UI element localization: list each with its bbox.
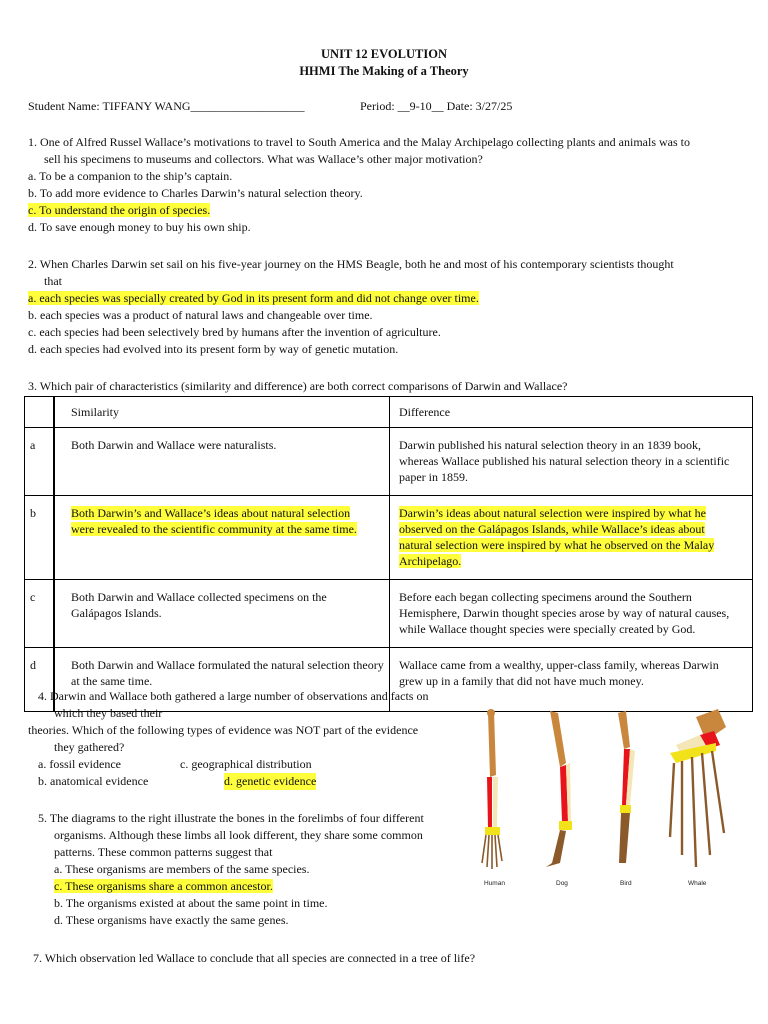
document-title: UNIT 12 EVOLUTION bbox=[321, 47, 447, 61]
question-5-option-b: b. The organisms existed at about the same point in time. bbox=[54, 896, 328, 910]
question-1-stem-cont: sell his specimens to museums and collectors. What was Wallace’s other major motivation? bbox=[44, 152, 483, 166]
comparison-table bbox=[24, 396, 753, 712]
question-1-stem: 1. One of Alfred Russel Wallace’s motivations to travel to South America and the Malay Archipelago collecting plants and animals was to bbox=[28, 135, 690, 149]
document-subtitle: HHMI The Making of a Theory bbox=[299, 64, 469, 78]
question-4-stem-cont3: they gathered? bbox=[54, 740, 125, 754]
question-4-stem-cont2: theories. Which of the following types of evidence was NOT part of the evidence bbox=[28, 723, 419, 737]
whale-forelimb bbox=[670, 709, 726, 867]
row-difference: Before each began collecting specimens around the Southern Hemisphere, Darwin thought species arose by way of natural causes, while Wallace thought species were specially created by God. bbox=[390, 580, 753, 648]
bird-forelimb bbox=[618, 711, 635, 863]
question-1-option-c-highlighted: c. To understand the origin of species. bbox=[28, 203, 211, 217]
question-1 bbox=[28, 134, 740, 236]
question-4-option-b: b. anatomical evidence bbox=[38, 774, 149, 788]
question-5-stem-cont: organisms. Although these limbs all look different, they share some common bbox=[54, 828, 423, 842]
difference-header: Difference bbox=[390, 397, 753, 428]
question-2-option-c: c. each species had been selectively bred by humans after the invention of agriculture. bbox=[28, 325, 441, 339]
row-similarity: Both Darwin and Wallace were naturalists. bbox=[54, 428, 390, 496]
question-7-stem: 7. Which observation led Wallace to conclude that all species are connected in a tree of life? bbox=[33, 951, 476, 965]
question-4-option-c: c. geographical distribution bbox=[180, 757, 312, 771]
question-4-stem-cont: which they based their bbox=[54, 706, 163, 720]
period-date-field: Period: __9-10__ Date: 3/27/25 bbox=[360, 99, 513, 113]
row-similarity: Both Darwin and Wallace collected specimens on the Galápagos Islands. bbox=[54, 580, 390, 648]
question-5-option-d: d. These organisms have exactly the same genes. bbox=[54, 913, 289, 927]
row-letter: c bbox=[25, 580, 55, 648]
table-header-row bbox=[25, 397, 753, 428]
document-header bbox=[0, 46, 768, 80]
table-row bbox=[25, 496, 753, 580]
question-4 bbox=[28, 688, 458, 790]
row-letter: a bbox=[25, 428, 55, 496]
question-2-stem-cont: that bbox=[44, 274, 62, 288]
question-2-option-d: d. each species had evolved into its present form by way of genetic mutation. bbox=[28, 342, 399, 356]
table-row bbox=[25, 428, 753, 496]
question-1-option-b: b. To add more evidence to Charles Darwin’s natural selection theory. bbox=[28, 186, 363, 200]
row-difference-highlighted: Darwin’s ideas about natural selection were inspired by what he observed on the Galápagos Islands, while Wallace’s ideas about natural selection were inspired by what he observed on the Malay Archipelago. bbox=[399, 506, 715, 568]
row-letter: d bbox=[25, 648, 55, 712]
question-2-stem: 2. When Charles Darwin set sail on his five-year journey on the HMS Beagle, both he and most of his contemporary scientists thought bbox=[28, 257, 674, 271]
whale-label: Whale bbox=[688, 880, 707, 887]
question-4-stem: 4. Darwin and Wallace both gathered a large number of observations and facts on bbox=[38, 689, 429, 703]
student-name-field: Student Name: TIFFANY WANG___________________ bbox=[28, 99, 305, 113]
dog-forelimb bbox=[546, 711, 572, 867]
question-5-stem-cont2: patterns. These common patterns suggest that bbox=[54, 845, 273, 859]
human-forelimb bbox=[482, 709, 502, 869]
student-info-line bbox=[28, 98, 748, 115]
question-3-stem: 3. Which pair of characteristics (similarity and difference) are both correct comparisons of Darwin and Wallace? bbox=[28, 379, 568, 393]
question-4-option-d-highlighted: d. genetic evidence bbox=[224, 774, 317, 788]
question-5 bbox=[38, 810, 458, 929]
question-2-option-b: b. each species was a product of natural laws and changeable over time. bbox=[28, 308, 373, 322]
row-difference: Wallace came from a wealthy, upper-class family, whereas Darwin grew up in a family that did not have much money. bbox=[390, 648, 753, 712]
bird-label: Bird bbox=[620, 880, 632, 887]
table-row bbox=[25, 580, 753, 648]
question-1-option-d: d. To save enough money to buy his own ship. bbox=[28, 220, 251, 234]
question-2 bbox=[28, 256, 740, 358]
row-difference: Darwin published his natural selection theory in an 1839 book, whereas Wallace published his natural selection theory in a scientific paper in 1859. bbox=[390, 428, 753, 496]
question-1-option-a: a. To be a companion to the ship’s captain. bbox=[28, 169, 233, 183]
question-5-option-a: a. These organisms are members of the same species. bbox=[54, 862, 310, 876]
question-2-option-a-highlighted: a. each species was specially created by God in its present form and did not change over time. bbox=[28, 291, 479, 305]
dog-label: Dog bbox=[556, 880, 568, 887]
forelimb-bones-figure bbox=[470, 705, 740, 890]
question-5-stem: 5. The diagrams to the right illustrate the bones in the forelimbs of four different bbox=[38, 811, 424, 825]
human-label: Human bbox=[484, 880, 505, 887]
row-letter: b bbox=[25, 496, 55, 580]
question-5-option-c-highlighted: c. These organisms share a common ancestor. bbox=[54, 879, 273, 893]
row-similarity: Both Darwin and Wallace formulated the natural selection theory at the same time. bbox=[54, 648, 390, 712]
row-similarity-highlighted: Both Darwin’s and Wallace’s ideas about natural selection were revealed to the scientific community at the same time. bbox=[71, 506, 357, 536]
similarity-header: Similarity bbox=[54, 397, 390, 428]
question-4-option-a: a. fossil evidence bbox=[38, 757, 121, 771]
